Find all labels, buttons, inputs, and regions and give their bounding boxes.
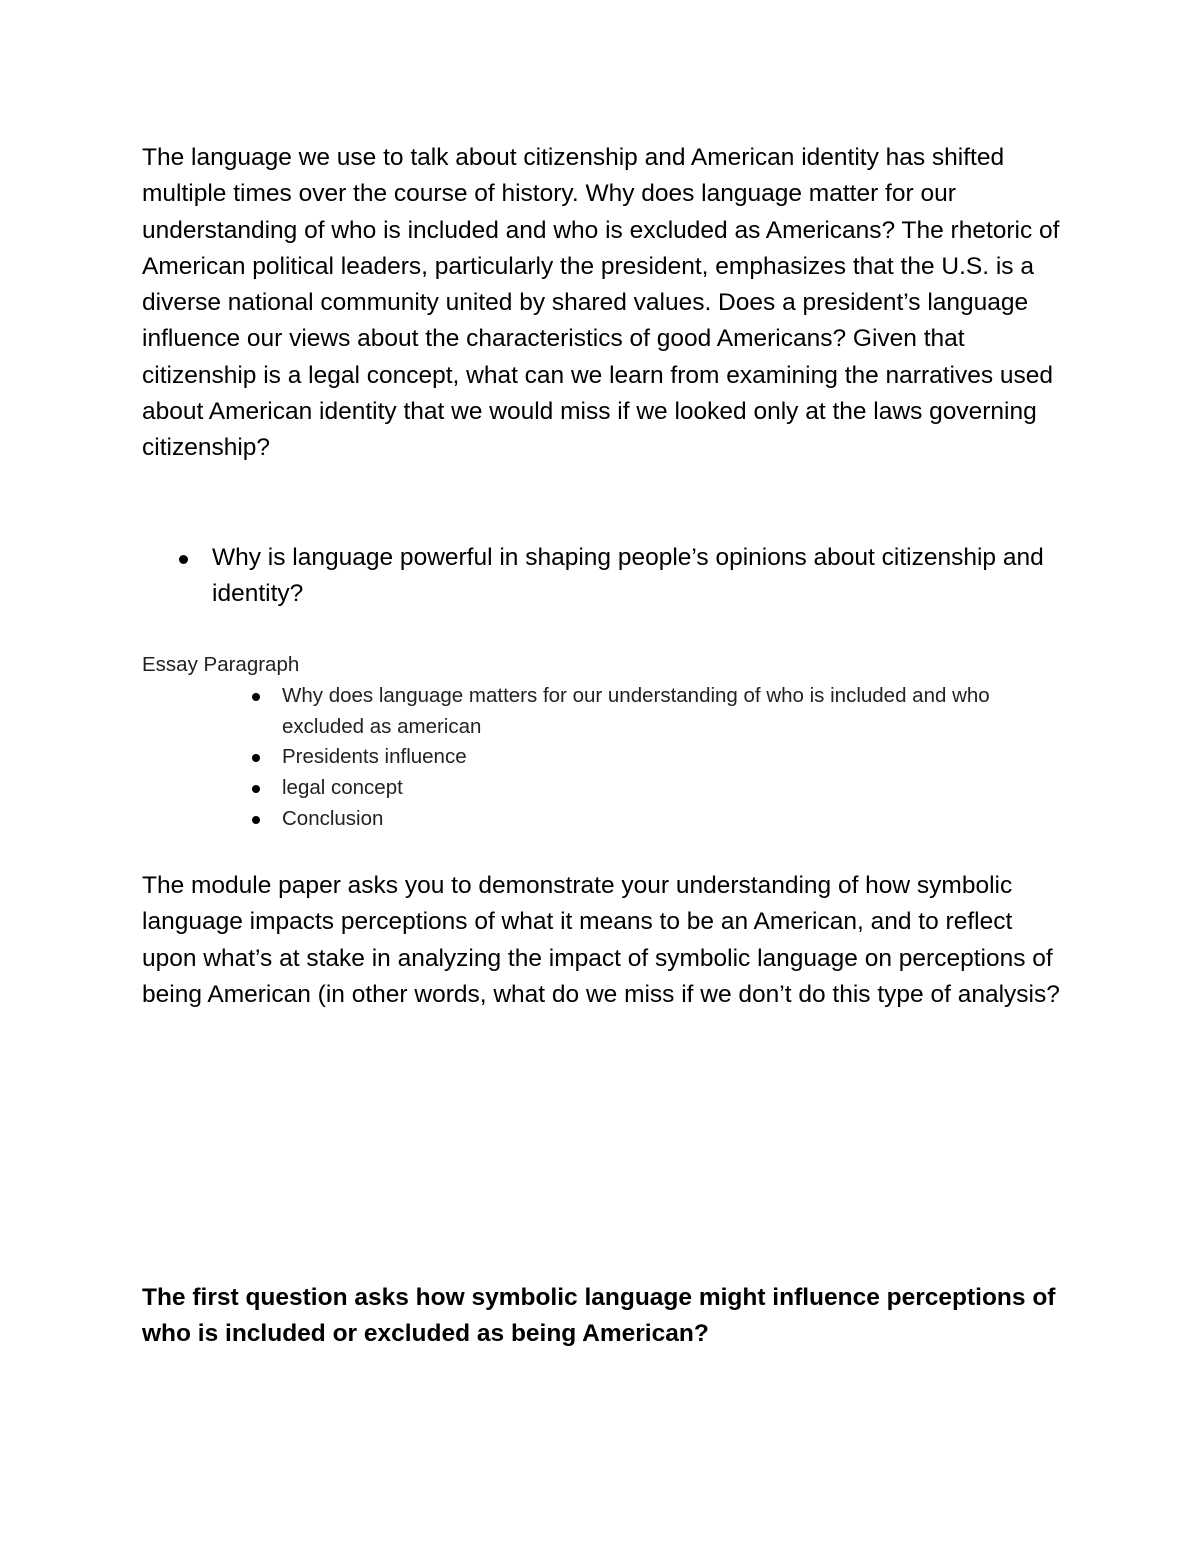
question-bullet-text: Why is language powerful in shaping people’s opinions about citizenship and identity? <box>212 544 1044 608</box>
essay-bullet-text: legal concept <box>282 776 403 800</box>
essay-bullet-list <box>246 681 1066 835</box>
question-bullet-list <box>170 540 1050 613</box>
bullet-icon <box>252 693 260 701</box>
first-question-heading: The first question asks how symbolic language might influence perceptions of who is included or excluded as being American? <box>142 1284 1056 1348</box>
list-item <box>246 742 1066 773</box>
list-item <box>246 773 1066 804</box>
essay-bullet-text: Conclusion <box>282 806 384 830</box>
module-paragraph: The module paper asks you to demonstrate your understanding of how symbolic language impacts perceptions of what it means to be an American, and to reflect upon what’s at stake in analyzing the impact of symbolic language on perceptions of being American (in other words, what do we miss if we don’t do this type of analysis? <box>142 872 1060 1008</box>
list-item <box>246 804 1066 835</box>
bullet-icon <box>252 816 260 824</box>
bullet-icon <box>252 785 260 793</box>
bullet-icon <box>252 754 260 762</box>
intro-paragraph: The language we use to talk about citizenship and American identity has shifted multiple times over the course of history. Why does language matter for our understanding of who is included and who is excluded as Americans? The rhetoric of American political leaders, particularly the president, emphasizes that the U.S. is a diverse national community united by shared values. Does a president’s language influence our views about the characteristics of good Americans? Given that citizenship is a legal concept, what can we learn from examining the narratives used about American identity that we would miss if we looked only at the laws governing citizenship? <box>142 144 1060 462</box>
bullet-icon <box>179 555 188 564</box>
essay-bullet-text: Presidents influence <box>282 745 467 769</box>
list-item <box>170 540 1050 613</box>
list-item <box>246 681 1066 742</box>
essay-bullet-text: Why does language matters for our understanding of who is included and who excluded as american <box>282 684 990 738</box>
essay-paragraph-heading: Essay Paragraph <box>142 653 300 676</box>
